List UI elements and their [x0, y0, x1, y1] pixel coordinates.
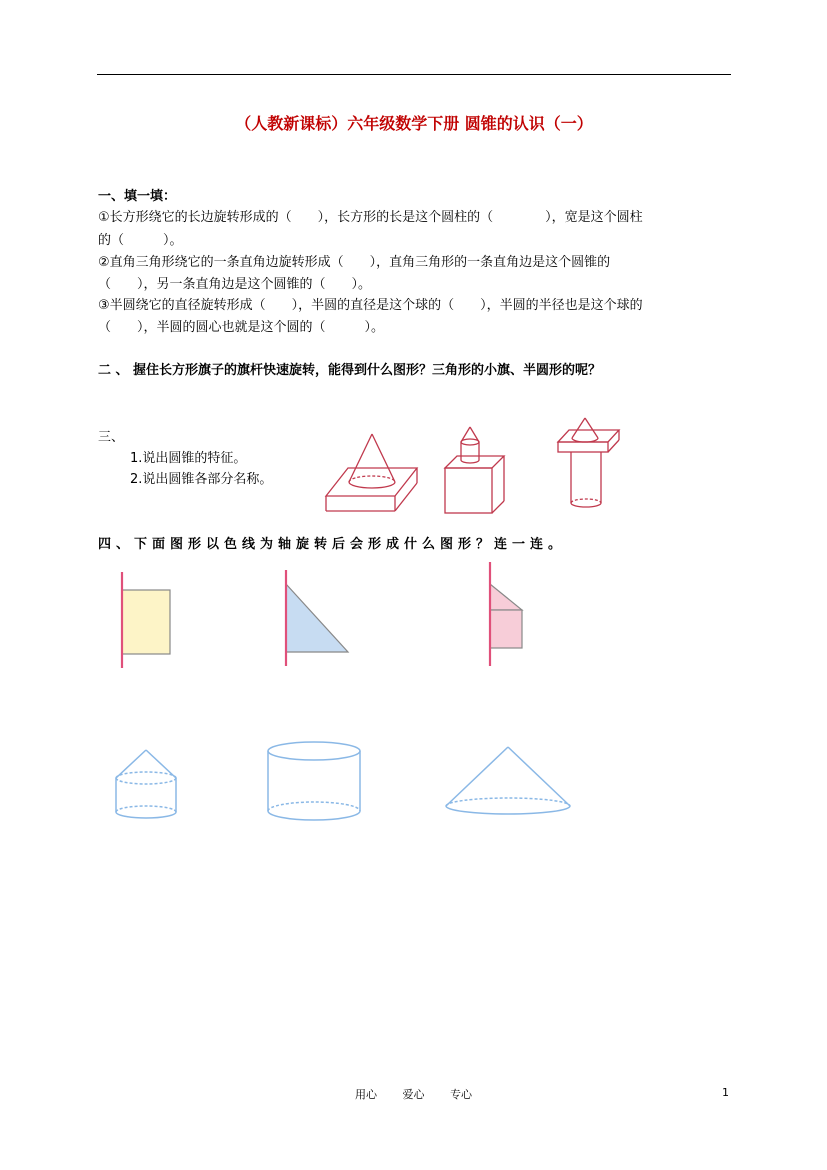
- trapezoid-square-with-axis-figure: [482, 562, 542, 668]
- rectangle-with-axis-figure: [110, 570, 180, 670]
- section1-line: （ ），半圆的圆心也就是这个圆的（ ）。: [98, 320, 385, 335]
- page-number: 1: [722, 1086, 729, 1099]
- cone-on-cylinder-solid-figure: [108, 748, 184, 824]
- right-triangle-with-axis-figure: [278, 570, 358, 670]
- header-rule: [97, 74, 731, 75]
- cone-on-slab-figure: [322, 432, 422, 514]
- section1-line: ③半圆绕它的直径旋转形成（ ），半圆的直径是这个球的（ ），半圆的半径也是这个球的: [98, 298, 643, 313]
- section1-line: （ ），另一条直角边是这个圆锥的（ ）。: [98, 277, 372, 292]
- section1-line: 的（ ）。: [98, 233, 183, 248]
- section3-item: 2.说出圆锥各部分名称。: [130, 472, 273, 487]
- section2-question: 二 、 握住长方形旗子的旗杆快速旋转，能得到什么图形？三角形的小旗、半圆形的呢？: [98, 363, 602, 378]
- footer-item: 专心: [450, 1088, 472, 1101]
- footer-item: 爱心: [402, 1088, 425, 1101]
- page-title: （人教新课标）六年级数学下册 圆锥的认识（一）: [235, 114, 593, 133]
- footer-item: 用心: [355, 1088, 377, 1101]
- footer: [0, 1086, 827, 1102]
- section1-line: ②直角三角形绕它的一条直角边旋转形成（ ），直角三角形的一条直角边是这个圆锥的: [98, 255, 611, 270]
- section3-heading: 三、: [98, 430, 125, 445]
- section1-line: ①长方形绕它的长边旋转形成的（ ），长方形的长是这个圆柱的（ ），宽是这个圆柱: [98, 210, 643, 225]
- cylinder-slab-cone-figure: [556, 416, 622, 512]
- section1-heading: 一、填一填：: [98, 189, 177, 204]
- section4-question: 四、下面图形以色线为轴旋转后会形成什么图形？连一连。: [98, 537, 567, 552]
- cone-solid-figure: [444, 744, 574, 824]
- section3-item: 1.说出圆锥的特征。: [130, 451, 247, 466]
- cube-with-cylinder-cone-figure: [441, 424, 507, 516]
- cylinder-solid-figure: [264, 738, 364, 828]
